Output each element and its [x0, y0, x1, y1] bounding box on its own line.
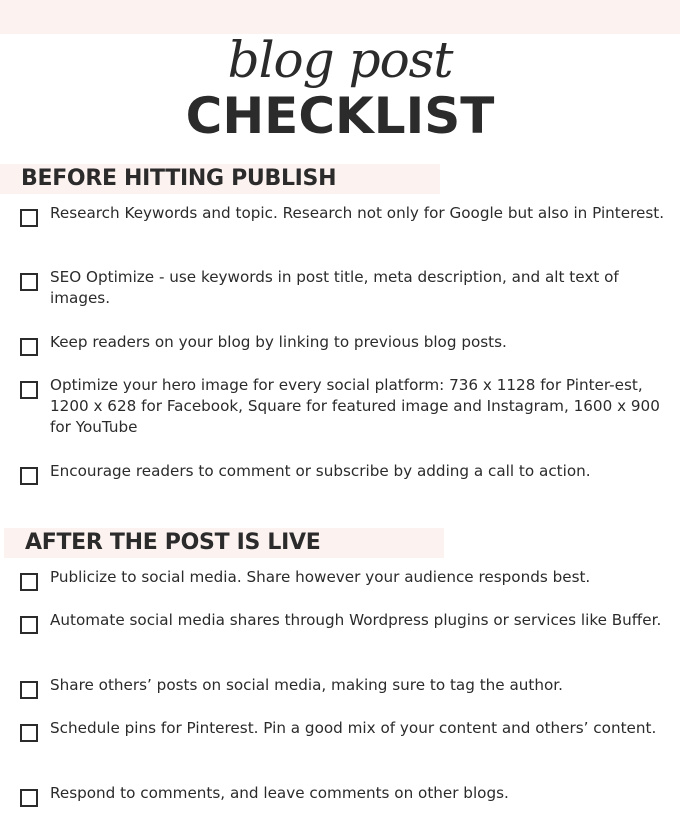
- checklist-item-text: Keep readers on your blog by linking to previous blog posts.: [50, 333, 507, 351]
- checkbox[interactable]: [20, 467, 38, 485]
- checklist-item-text: Research Keywords and topic. Research not only for Google but also in Pinterest.: [50, 204, 665, 222]
- title-script: blog post: [227, 31, 453, 89]
- top-accent-band: [0, 0, 680, 34]
- checkbox[interactable]: [20, 789, 38, 807]
- checklist-item-text: Encourage readers to comment or subscribe by adding a call to action.: [50, 462, 591, 480]
- checkbox[interactable]: [20, 273, 38, 291]
- section-heading-after: AFTER THE POST IS LIVE: [25, 530, 321, 555]
- checkbox[interactable]: [20, 724, 38, 742]
- section-heading-before: BEFORE HITTING PUBLISH: [21, 166, 337, 191]
- page-title: CHECKLIST: [185, 87, 495, 145]
- checkbox[interactable]: [20, 681, 38, 699]
- checklist-item-text: Publicize to social media. Share however your audience responds best.: [50, 568, 591, 586]
- checklist-item-text: Automate social media shares through Wordpress plugins or services like Buffer.: [50, 611, 662, 629]
- checkbox[interactable]: [20, 209, 38, 227]
- checklist-item-text: Respond to comments, and leave comments on other blogs.: [50, 784, 509, 802]
- checklist-item-text: Optimize your hero image for every social platform: 736 x 1128 for Pinter-est, 1200 x 628 for Facebook, Square for featured image and Instagram, 1600 x 900 for YouTube: [50, 376, 660, 436]
- checkbox[interactable]: [20, 381, 38, 399]
- checklist-item-text: Schedule pins for Pinterest. Pin a good mix of your content and others’ content.: [50, 719, 657, 737]
- checkbox[interactable]: [20, 338, 38, 356]
- checklist-item-text: SEO Optimize - use keywords in post title, meta description, and alt text of images.: [50, 268, 619, 307]
- checklist-item-text: Share others’ posts on social media, making sure to tag the author.: [50, 676, 563, 694]
- checkbox[interactable]: [20, 616, 38, 634]
- checkbox[interactable]: [20, 573, 38, 591]
